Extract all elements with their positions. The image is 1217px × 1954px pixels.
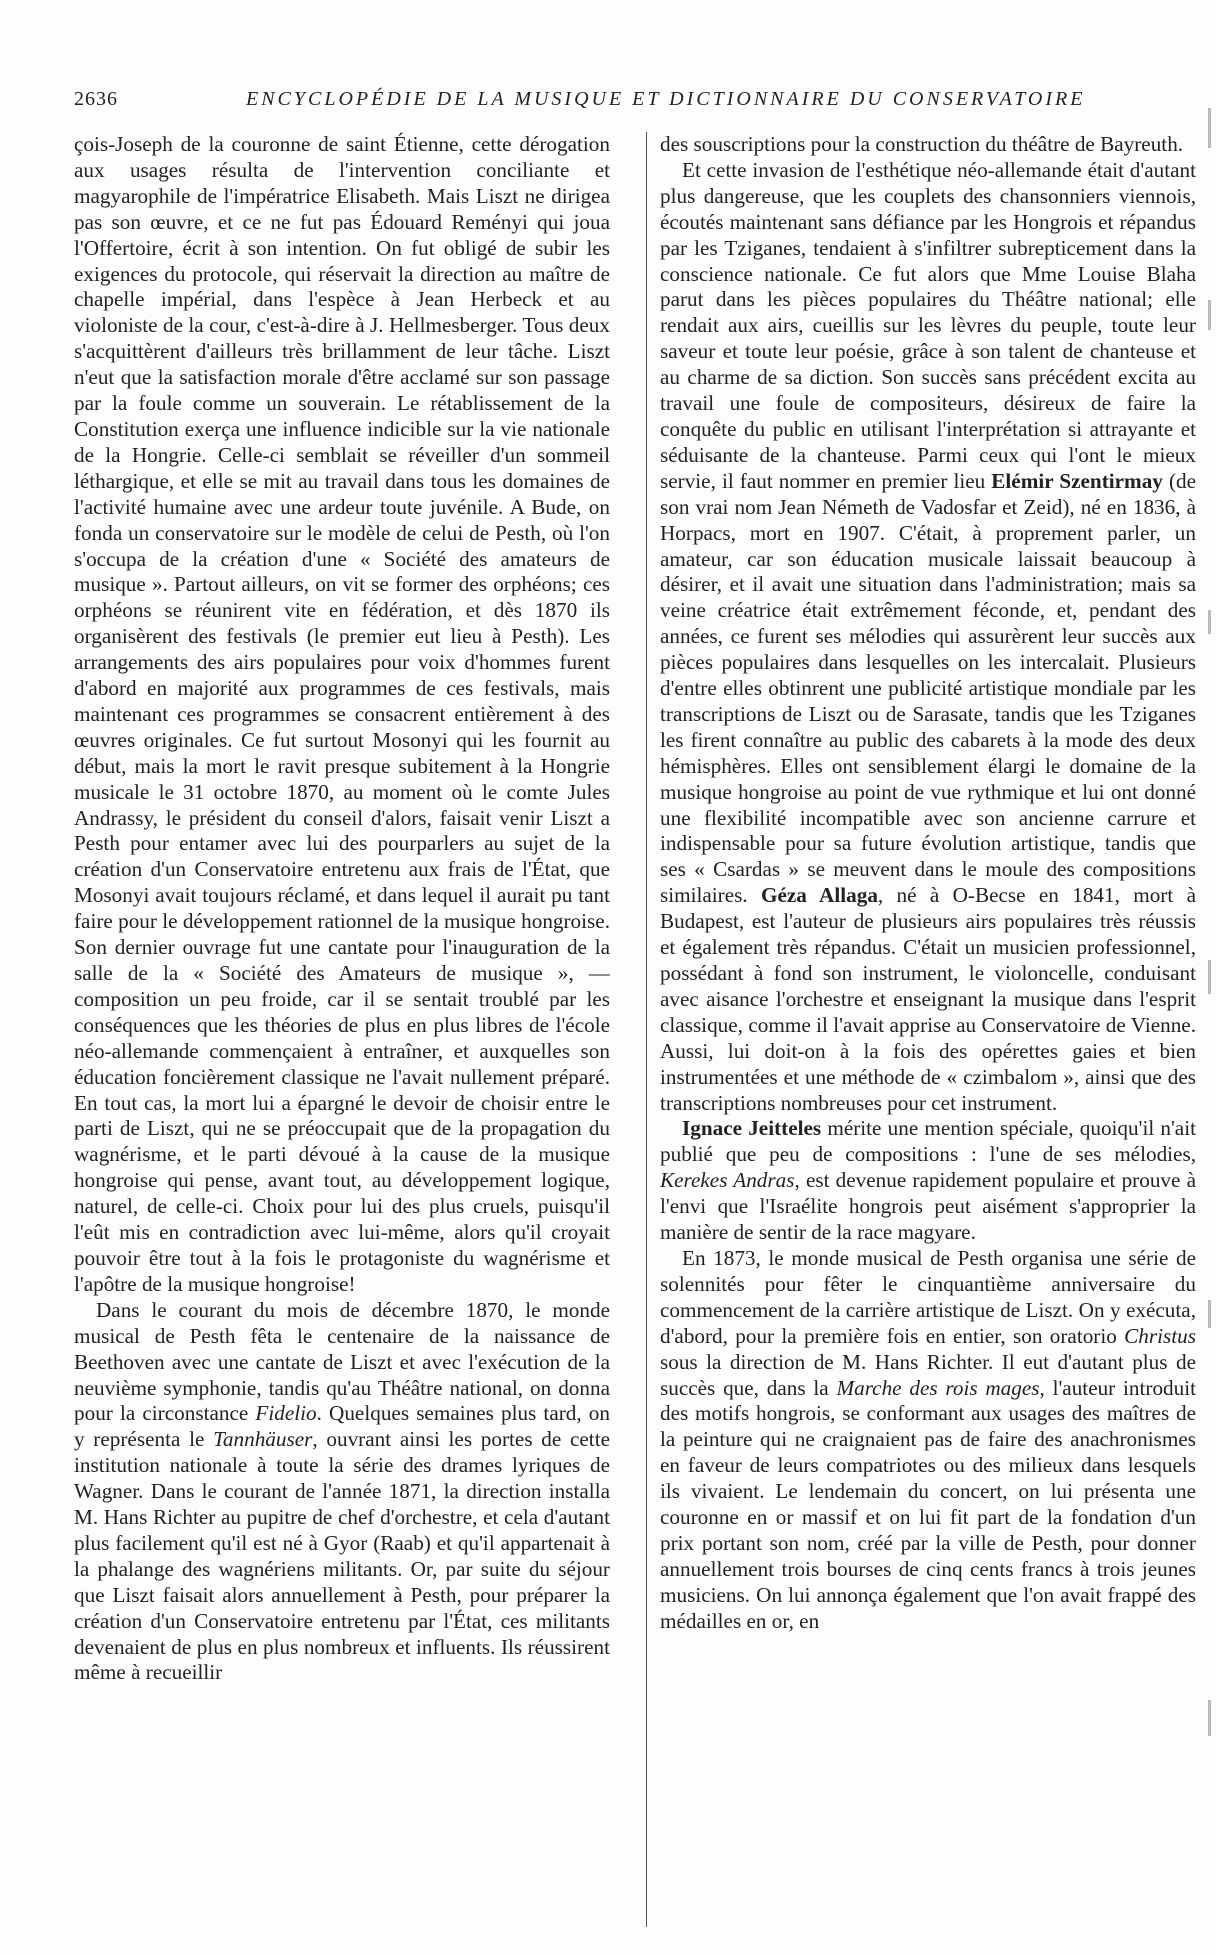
right-paragraph-1: des souscriptions pour la construction du théâtre de Bayreuth. (660, 132, 1184, 156)
text-run: , est devenue rapidement populaire et prouve à l'envi que l'Israélite hongrois peut aisément s'approprier la manière de sentir de la race magyare. (660, 1168, 1196, 1245)
text-run: (de son vrai nom Jean Németh de Vadosfar et Zeid), né en 1836, à Horpacs, mort en 1907. C'était, à proprement parler, un amateur, car son éducation musicale laissait beaucoup à désirer, et il avait une situation dans l'administration; mais sa veine créatrice était extrêmement féconde, et, pendant des années, ce furent ses mélodies qui assurèrent leur succès aux pièces populaires dans lesquelles on les intercalait. Plusieurs d'entre elles obtinrent une publicité artistique mondiale par les transcriptions de Liszt ou de Sarasate, tandis que les Tziganes les firent connaître au public des cabarets à la mode des deux hémisphères. Elles ont sensiblement élargi le domaine de la musique hongroise au point de vue rythmique et lui ont donné une flexibilité incompatible avec son ancienne carrure et indispensable pour sa future évolution artistique, tandis que ses « Csardas » se meuvent dans le moule des compositions similaires. (660, 468, 1196, 908)
text-run: Dans le courant du mois de décembre 1870, le monde musical de Pesth fêta le centenaire de la naissance de Beethoven avec une cantate de Liszt et avec l'exécution de la neuvième symphonie, tandis qu'au Théâtre national, on donna pour la circonstance (74, 1297, 610, 1426)
right-paragraph-2 (660, 158, 1196, 1117)
page-edge-mark (1208, 610, 1211, 634)
bold-name-szentirmay: Elémir Szentirmay (991, 468, 1163, 493)
right-column (660, 132, 1196, 1927)
text-run: sous la direction de M. Hans Richter. Il eut d'autant plus de succès que, dans la (660, 1349, 1196, 1400)
right-paragraph-3 (660, 1116, 1196, 1246)
page-edge-mark (1208, 960, 1211, 994)
text-run: . Quelques semaines plus tard, on y représenta le (74, 1401, 610, 1452)
text-run: mérite une mention spéciale, quoiqu'il n'ait publié que peu de compositions : l'une de ses mélodies, (660, 1116, 1196, 1167)
page-edge-mark (1208, 108, 1211, 148)
text-run: , l'auteur introduit des motifs hongrois, se conformant aux usages des maîtres de la peinture qui ne craignaient pas de faire des anachronismes en faveur de leurs compatriotes ou des milieux dans lesquels ils vivaient. Le lendemain du concert, on lui présenta une couronne en or massif et on lui fit part de la fondation d'un prix portant son nom, créé par la ville de Pesth, pour donner annuellement trois bourses de cinq cents francs à trois jeunes musiciens. On lui annonça également que l'on avait frappé des médailles en or, en (660, 1375, 1196, 1633)
running-title: ENCYCLOPÉDIE DE LA MUSIQUE ET DICTIONNAIRE DU CONSERVATOIRE (246, 88, 1086, 110)
italic-title-tannhauser: Tannhäuser (213, 1427, 313, 1452)
italic-title-kerekes: Kerekes Andras (660, 1168, 795, 1193)
italic-title-christus: Christus (1124, 1323, 1196, 1348)
bold-name-allaga: Géza Allaga (761, 883, 878, 908)
page-edge-mark (1208, 300, 1211, 330)
bold-name-jeitteles: Ignace Jeitteles (682, 1116, 822, 1141)
column-divider (646, 132, 647, 1927)
page-edge-mark (1208, 1700, 1211, 1736)
text-run: , né à O-Becse en 1841, mort à Budapest, est l'auteur de plusieurs airs populaires très réussis et également très répandus. C'était un musicien professionnel, possédant à fond son instrument, le violoncelle, conduisant avec aisance l'orchestre et enseignant la musique dans l'esprit classique, comme il l'avait apprise au Conservatoire de Vienne. Aussi, lui doit-on à la fois des opérettes gaies et bien instrumentées et une méthode de « czimbalom », ainsi que des transcriptions nombreuses pour cet instrument. (660, 883, 1196, 1115)
italic-title-fidelio: Fidelio (255, 1401, 317, 1426)
left-paragraph-2 (74, 1298, 610, 1687)
page-header (0, 88, 1217, 118)
text-run: Et cette invasion de l'esthétique néo-allemande était d'autant plus dangereuse, que les couplets des chansonniers viennois, écoutés maintenant sans défiance par les Hongrois et répandus par les Tziganes, tendaient à s'infiltrer subrepticement dans la conscience nationale. Ce fut alors que Mme Louise Blaha parut dans les pièces populaires du Théâtre national; elle rendait aux airs, cueillis sur les lèvres du peuple, toute leur saveur et toute leur poésie, grâce à son talent de chanteuse et au charme de sa diction. Son succès sans précédent excita au travail une foule de compositeurs, désireux de faire la conquête du public en utilisant l'interprétation si attrayante et séduisante de la chanteuse. Parmi ceux qui l'ont le mieux servie, il faut nommer en premier lieu (660, 157, 1196, 493)
page-edge-mark (1208, 1300, 1211, 1328)
page-number: 2636 (74, 88, 118, 110)
italic-title-marche: Marche des rois mages (836, 1375, 1040, 1400)
text-run: , ouvrant ainsi les portes de cette institution nationale à toute la série des drames lyriques de Wagner. Dans le courant de l'année 1871, la direction installa M. Hans Richter au pupitre de chef d'orchestre, et cela d'autant plus facilement qu'il est né à Gyor (Raab) et qu'il appartenait à la phalange des wagnériens militants. Or, par suite du séjour que Liszt faisait alors annuellement à Pesth, pour préparer la création d'un Conservatoire entretenu par l'État, ces militants devenaient de plus en plus nombreux et influents. Ils réussirent même à recueillir (74, 1427, 610, 1685)
text-run: En 1873, le monde musical de Pesth organisa une série de solennités pour fêter le cinquantième anniversaire du commencement de la carrière artistique de Liszt. On y exécuta, d'abord, pour la première fois en entier, son oratorio (660, 1245, 1196, 1348)
left-column (74, 132, 610, 1927)
left-paragraph-1: çois-Joseph de la couronne de saint Étienne, cette dérogation aux usages résulta de l'intervention conciliante et magyarophile de l'impératrice Elisabeth. Mais Liszt ne dirigea pas son œuvre, et ce ne fut pas Édouard Reményi qui joua l'Offertoire, écrit à son intention. On fut obligé de subir les exigences du protocole, qui réservait la direction au maître de chapelle impérial, dans l'espèce à Jean Herbeck et au violoniste de la cour, c'est-à-dire à J. Hellmesberger. Tous deux s'acquittèrent d'ailleurs très brillamment de leur tâche. Liszt n'eut que la satisfaction morale d'être acclamé sur son passage par la foule comme un souverain. Le rétablissement de la Constitution exerça une influence indicible sur la vie nationale de la Hongrie. Celle-ci semblait se réveiller d'un sommeil léthargique, et elle se mit au travail dans tous les domaines de l'activité humaine avec une ardeur toute juvénile. A Bude, on fonda un conservatoire sur le modèle de celui de Pesth, où l'on s'occupa de la création d'une « Société des amateurs de musique ». Partout ailleurs, on vit se former des orphéons; ces orphéons se réunirent vite en fédération, et dès 1870 ils organisèrent des festivals (le premier eut lieu à Pesth). Les arrangements des airs populaires pour voix d'hommes furent d'abord en majorité aux programmes de ces festivals, mais maintenant ces programmes se consacrent entièrement à des œuvres originales. Ce fut surtout Mosonyi qui les fournit au début, mais la mort le ravit presque subitement à la Hongrie musicale le 31 octobre 1870, au moment où le comte Jules Andrassy, le président du conseil d'alors, faisait venir Liszt a Pesth pour entamer avec lui des pourparlers au sujet de la création d'un Conservatoire entretenu aux frais de l'État, que Mosonyi avait toujours réclamé, et dans lequel il aurait pu tant faire pour le développement rationnel de la musique hongroise. Son dernier ouvrage fut une cantate pour l'inauguration de la salle de la « Société des Amateurs de musique », — composition un peu froide, car il se sentait troublé par les conséquences que les théories de plus en plus libres de l'école néo-allemande commençaient à entraîner, et auxquelles son éducation foncièrement classique ne l'avait nullement préparé. En tout cas, la mort lui a épargné le devoir de choisir entre le parti de Liszt, qui ne se préoccupait que de la propagation du wagnérisme, et le parti dévoué à la cause de la musique hongroise qui pense, avant tout, au développement logique, naturel, de celle-ci. Choix pour lui des plus cruels, puisqu'il l'eût mis en contradiction avec lui-même, alors qu'il croyait pouvoir être tout à la fois le protagoniste du wagnérisme et l'apôtre de la musique hongroise! (74, 132, 610, 1296)
right-paragraph-4 (660, 1246, 1196, 1635)
